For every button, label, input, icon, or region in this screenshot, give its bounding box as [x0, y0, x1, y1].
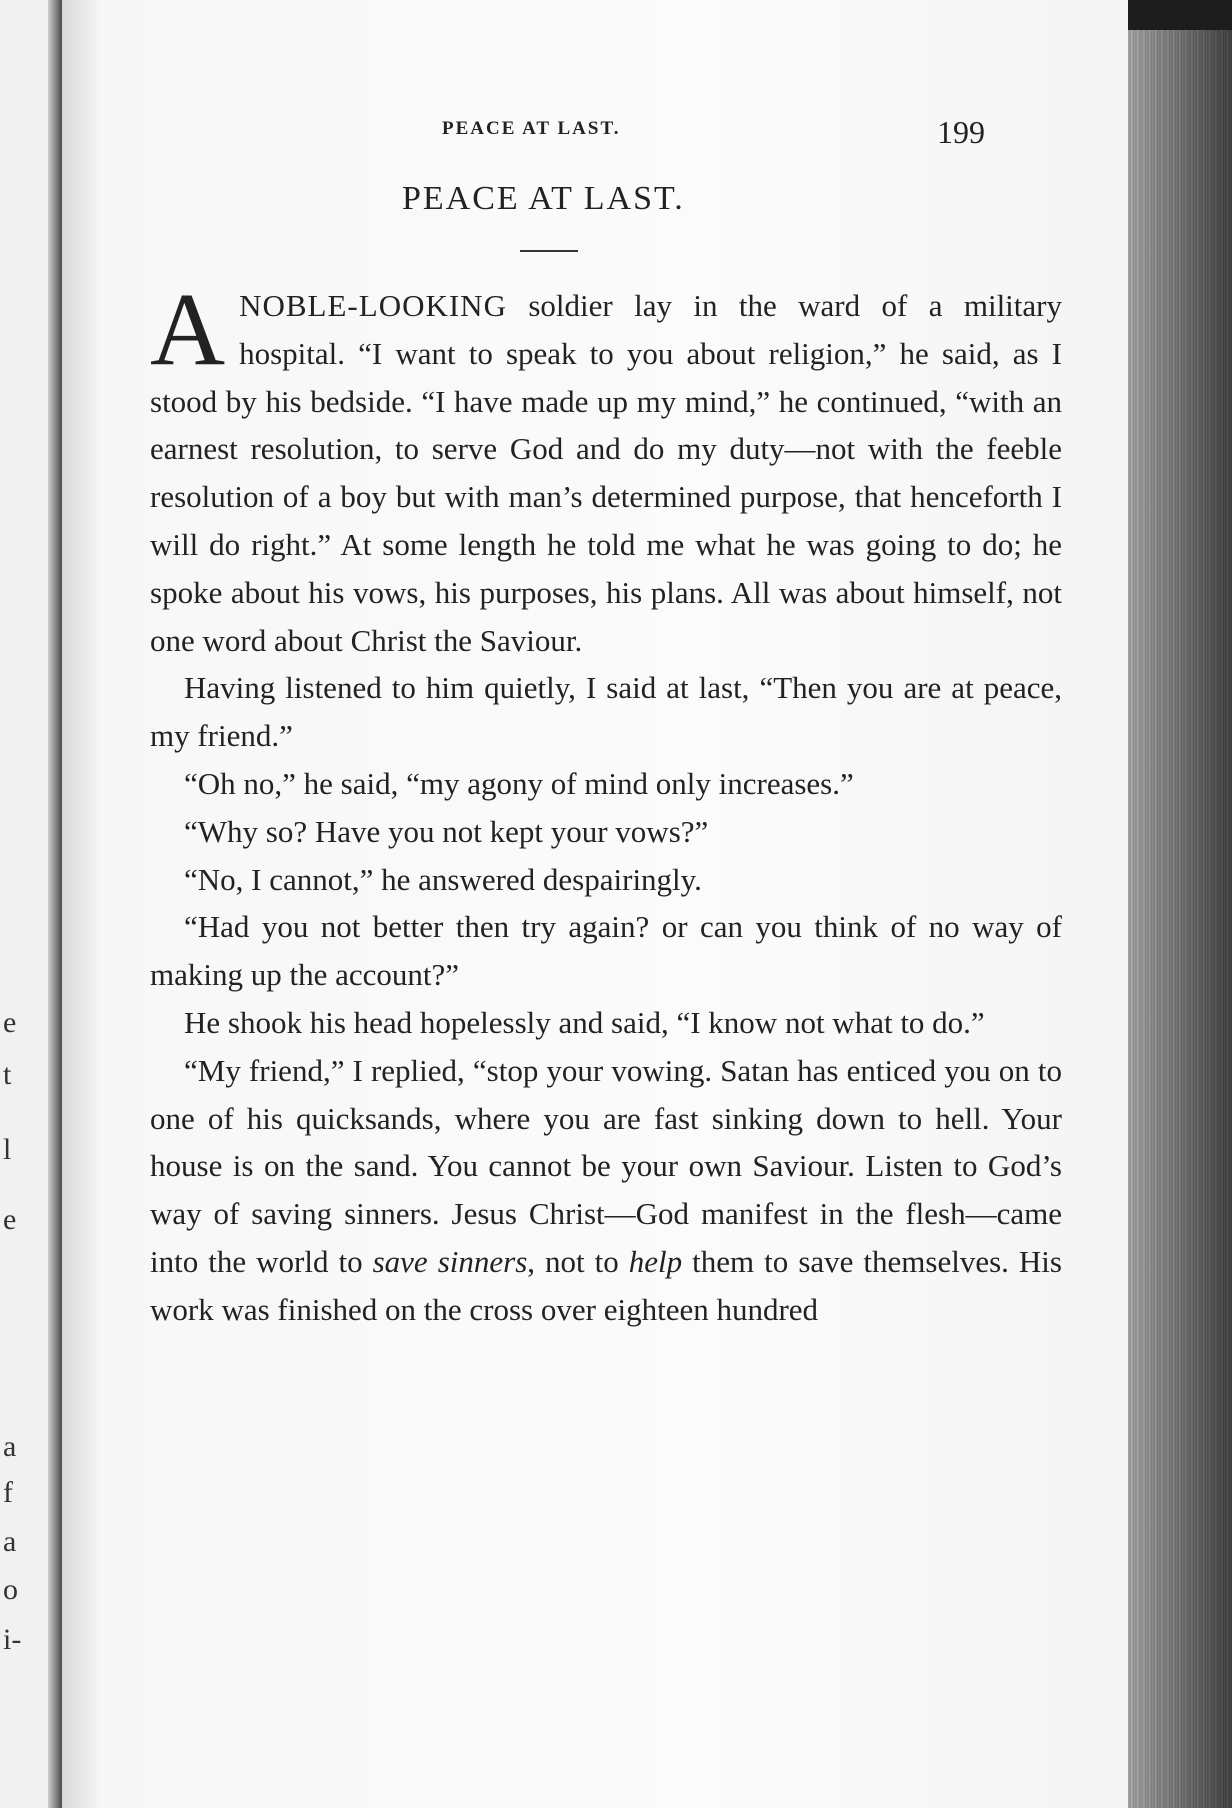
- prev-page-fragment: e: [3, 1006, 17, 1039]
- paragraph: [150, 1047, 1062, 1334]
- lead-in: NOBLE-LOOKING: [239, 288, 507, 323]
- paragraph: He shook his head hopelessly and said, “I know not what to do.”: [184, 1004, 985, 1040]
- previous-page-edge: [0, 0, 62, 1808]
- paragraph: [150, 272, 1062, 664]
- paragraph-text: them to save themselves. His work was finished on the cross over eighteen hundred: [150, 1243, 1062, 1327]
- running-head: PEACE AT LAST.: [442, 118, 621, 139]
- prev-page-fragment: t: [3, 1058, 12, 1091]
- prev-page-fragment: e: [3, 1203, 17, 1236]
- prev-page-fragment: f: [3, 1476, 13, 1509]
- paragraph-text: , not to: [527, 1243, 629, 1279]
- book-gutter: [48, 0, 62, 1808]
- paragraph-text: soldier lay in the ward of a military hospital. “I want to speak to you about religion,” he said, as I stood by his bedside. “I have made up my mind,” he continued, “with an earnest resolution, to serve God and do my duty—not with the feeble resolution of a boy but with man’s determined purpose, that henceforth I will do right.” At some length he told me what he was going to do; he spoke about his vows, his purposes, his plans. All was about himself, not one word about Christ the Saviour.: [150, 288, 1062, 658]
- page-number: 199: [937, 114, 985, 150]
- paragraph: Having listened to him quietly, I said at last, “Then you are at peace, my friend.”: [150, 670, 1062, 754]
- prev-page-fragment: a: [3, 1430, 17, 1463]
- paragraph-text: “My friend,” I replied, “stop your vowing. Satan has enticed you on to one of his quicksands, where you are fast sinking down to hell. Your house is on the sand. You cannot be your own Saviour. Listen to God’s way of saving sinners. Jesus Christ—God manifest in the flesh—came into the world to: [150, 1052, 1062, 1279]
- title-rule: [520, 250, 578, 252]
- chapter-title: PEACE AT LAST.: [402, 180, 685, 217]
- drop-cap: A: [150, 272, 226, 387]
- prev-page-fragment: l: [3, 1133, 12, 1166]
- prev-page-fragment: o: [3, 1573, 18, 1606]
- paragraph: “Why so? Have you not kept your vows?”: [184, 813, 709, 849]
- body-text: [150, 272, 1062, 1334]
- prev-page-fragment: a: [3, 1525, 17, 1558]
- prev-page-fragment: i-: [3, 1623, 22, 1656]
- paragraph: “Oh no,” he said, “my agony of mind only increases.”: [184, 765, 854, 801]
- emphasis: save sinners: [372, 1243, 528, 1279]
- paragraph: “Had you not better then try again? or can you think of no way of making up the account?”: [150, 909, 1062, 993]
- paragraph: “No, I cannot,” he answered despairingly.: [184, 861, 702, 897]
- emphasis: help: [628, 1243, 683, 1279]
- page-block-edge: [1128, 30, 1232, 1808]
- book-page: [62, 0, 1128, 1808]
